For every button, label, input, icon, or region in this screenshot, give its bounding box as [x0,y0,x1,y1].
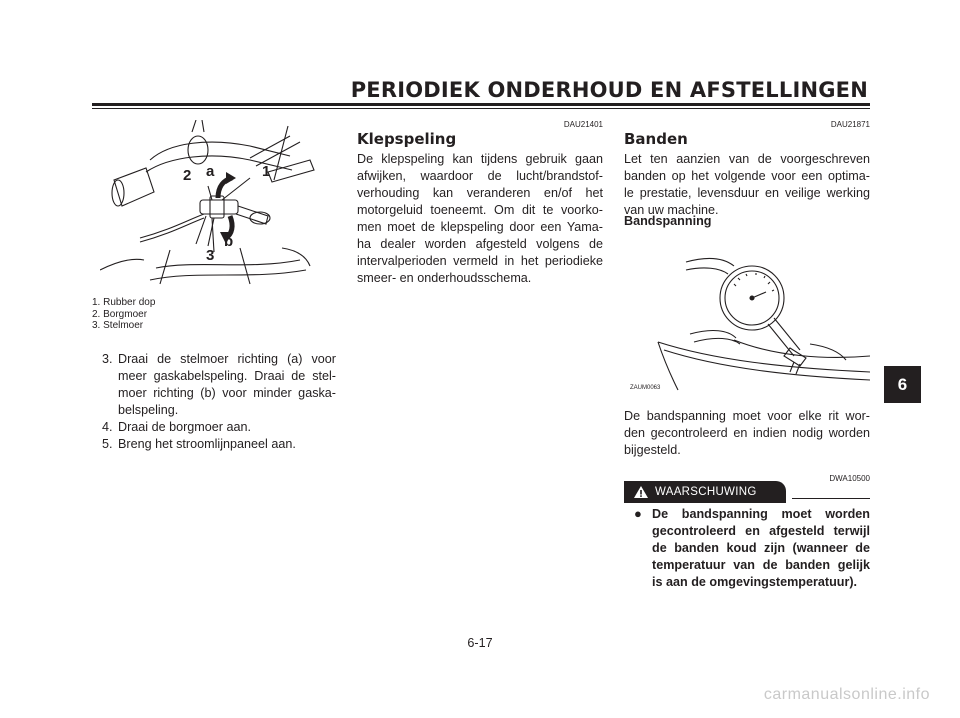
warning-rule [792,498,870,499]
section-heading: Banden [624,130,688,148]
warning-triangle-icon [633,485,649,499]
body-line: afwijken, waardoor de lucht/brandstof- [357,169,603,183]
body-line: ha dealer worden afgesteld volgens de [357,237,603,251]
throttle-cable-illustration [100,120,330,292]
caption-line: 2. Borgmoer [92,308,148,320]
warning-line: temperatuur van de banden gelijk [652,558,870,572]
body-line: Let ten aanzien van de voorgeschreven [624,152,870,166]
warning-line: gecontroleerd en afgesteld terwijl [652,524,870,538]
figure-caption [92,297,155,332]
callout-3: 3 [206,247,215,264]
callout-b: b [224,233,234,250]
figure-code: ZAUM0063 [630,385,661,391]
bullet-icon: ● [634,506,642,521]
section-code: DAU21401 [563,120,603,129]
section-heading: Klepspeling [357,130,457,148]
step-text: Draai de borgmoer aan. [118,420,252,434]
step-number: 5. [102,437,113,451]
step-line: meer gaskabelspeling. Draai de stel- [118,369,336,383]
step-number: 3. [102,352,113,366]
body-line: bijgesteld. [624,443,681,457]
caption-line: 1. Rubber dop [92,297,156,308]
step-line: moer richting (b) voor minder gaska- [118,386,336,400]
section-body [624,408,870,459]
section-body [357,151,603,287]
step-text [118,351,336,419]
body-line: De klepspeling kan tijdens gebruik gaan [357,152,603,166]
step-line: Draai de stelmoer richting (a) voor [118,352,336,366]
body-line: motorgeluid toeneemt. Om dit te voorko- [357,203,603,217]
page-header-title: PERIODIEK ONDERHOUD EN AFSTELLINGEN [350,78,868,102]
step-number: 4. [102,420,113,434]
body-line: den gecontroleerd en indien nodig worden [624,426,870,440]
body-line: verhouding kan veranderen en/of het [357,186,603,200]
body-line: banden op het volgende voor een optima- [624,169,870,183]
warning-label: WAARSCHUWING [655,486,757,498]
header-rule-thin [92,108,870,109]
warning-line: is aan de omgevingstemperatuur). [652,575,858,589]
callout-2: 2 [183,167,192,184]
body-line: men moet de klepspeling door een Yama- [357,220,603,234]
body-line: De bandspanning moet voor elke rit wor- [624,409,870,423]
section-tab: 6 [884,366,921,403]
section-code: DAU21871 [830,120,870,129]
caption-line: 3. Stelmoer [92,320,144,331]
body-line: van uw machine. [624,203,719,217]
body-line: intervalperioden vermeld in het periodieke [357,254,603,268]
page-number: 6-17 [467,636,493,650]
callout-1: 1 [262,163,271,180]
step-text: Breng het stroomlijnpaneel aan. [118,437,296,451]
warning-line: de banden koud zijn (wanneer de [652,541,870,555]
subheading: Bandspanning [624,214,712,228]
warning-line: De bandspanning moet worden [652,507,870,521]
body-line: le prestatie, levensduur en veilige werking [624,186,870,200]
watermark: carmanualsonline.info [763,686,930,703]
warning-text [652,506,870,591]
step-line: belspeling. [118,403,179,417]
section-body [624,151,870,219]
warning-code: DWA10500 [829,474,870,483]
body-line: smeer- en onderhoudsschema. [357,271,532,285]
tire-pressure-gauge-illustration [624,240,870,394]
header-rule [92,103,870,106]
callout-a: a [206,163,215,180]
